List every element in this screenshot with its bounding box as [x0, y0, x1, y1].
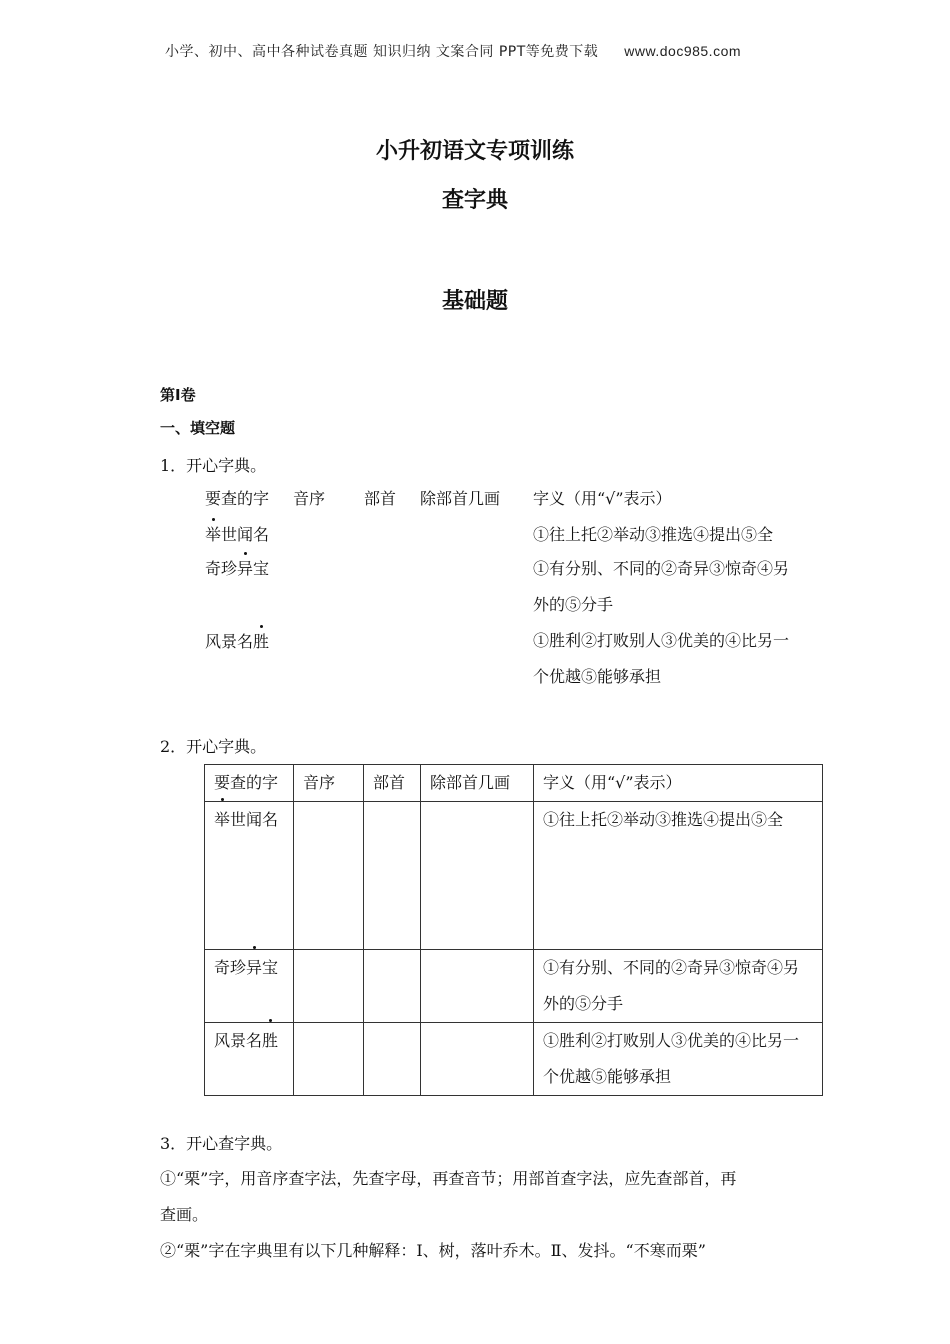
q2-row2-word: 奇珍异宝 — [205, 950, 294, 1023]
page-header — [165, 41, 741, 61]
q2-header-radical: 部首 — [364, 765, 421, 802]
volume-label: 第Ⅰ卷 — [160, 386, 196, 404]
q2-label: 2．开心字典。 — [160, 737, 267, 756]
q2-row1-word: 举世闻名 — [205, 802, 294, 950]
part-label: 一、填空题 — [160, 419, 236, 437]
q1-header-char: 要查的字 — [205, 489, 270, 508]
q2-row2-meaning: ①有分别、不同的②奇异③惊奇④另 外的⑤分手 — [534, 950, 823, 1023]
q2-row3-word: 风景名胜 — [205, 1023, 294, 1096]
q2-row3-index-cell[interactable] — [294, 1023, 364, 1096]
q3-line1: ①“栗”字，用音序查字法，先查字母，再查音节；用部首查字法，应先查部首，再 — [160, 1169, 737, 1188]
q3-line2: 查画。 — [160, 1205, 209, 1224]
q2-table — [204, 764, 823, 1096]
q2-header-strokes: 除部首几画 — [421, 765, 534, 802]
q3-line3: ②“栗”字在字典里有以下几种解释：Ⅰ、树，落叶乔木。Ⅱ、发抖。“不寒而栗” — [160, 1241, 706, 1260]
q2-row1-radical-cell[interactable] — [364, 802, 421, 950]
q1-header-meaning: 字义（用“√”表示） — [533, 489, 672, 508]
q1-row2-meaning-cont: 外的⑤分手 — [533, 595, 614, 614]
q1-header-index: 音序 — [293, 489, 326, 508]
q2-row2-strokes-cell[interactable] — [421, 950, 534, 1023]
q1-row3-meaning-cont: 个优越⑤能够承担 — [533, 667, 662, 686]
q2-header-char: 要查的字 — [205, 765, 294, 802]
sub-title: 查字典 — [441, 188, 508, 213]
q2-row1-strokes-cell[interactable] — [421, 802, 534, 950]
q2-header-index: 音序 — [294, 765, 364, 802]
q2-row1-index-cell[interactable] — [294, 802, 364, 950]
q1-header-strokes: 除部首几画 — [420, 489, 501, 508]
q2-header-meaning: 字义（用“√”表示） — [534, 765, 823, 802]
q1-row1-meaning: ①往上托②举动③推选④提出⑤全 — [533, 525, 774, 544]
q2-row2-radical-cell[interactable] — [364, 950, 421, 1023]
table-row — [205, 1023, 823, 1096]
q2-row3-meaning: ①胜利②打败别人③优美的④比另一 个优越⑤能够承担 — [534, 1023, 823, 1096]
table-row — [205, 802, 823, 950]
section-title: 基础题 — [441, 289, 508, 314]
main-title: 小升初语文专项训练 — [375, 139, 574, 164]
q1-row3-word: 风景名胜 — [205, 629, 269, 652]
q2-row3-radical-cell[interactable] — [364, 1023, 421, 1096]
q2-row3-strokes-cell[interactable] — [421, 1023, 534, 1096]
q2-row1-meaning: ①往上托②举动③推选④提出⑤全 — [534, 802, 823, 950]
q1-label: 1．开心字典。 — [160, 456, 267, 475]
q1-header-radical: 部首 — [364, 489, 397, 508]
header-text: 小学、初中、高中各种试卷真题 知识归纳 文案合同 PPT等免费下载 — [165, 44, 599, 60]
q1-row2-meaning: ①有分别、不同的②奇异③惊奇④另 — [533, 559, 790, 578]
header-url[interactable]: www.doc985.com — [624, 43, 742, 59]
q1-row2-word: 奇珍异宝 — [205, 556, 269, 579]
q1-row1-word: 举世闻名 — [205, 522, 269, 545]
table-row — [205, 950, 823, 1023]
q1-row3-meaning: ①胜利②打败别人③优美的④比另一 — [533, 631, 790, 650]
q3-label: 3．开心查字典。 — [160, 1134, 283, 1153]
q2-row2-index-cell[interactable] — [294, 950, 364, 1023]
